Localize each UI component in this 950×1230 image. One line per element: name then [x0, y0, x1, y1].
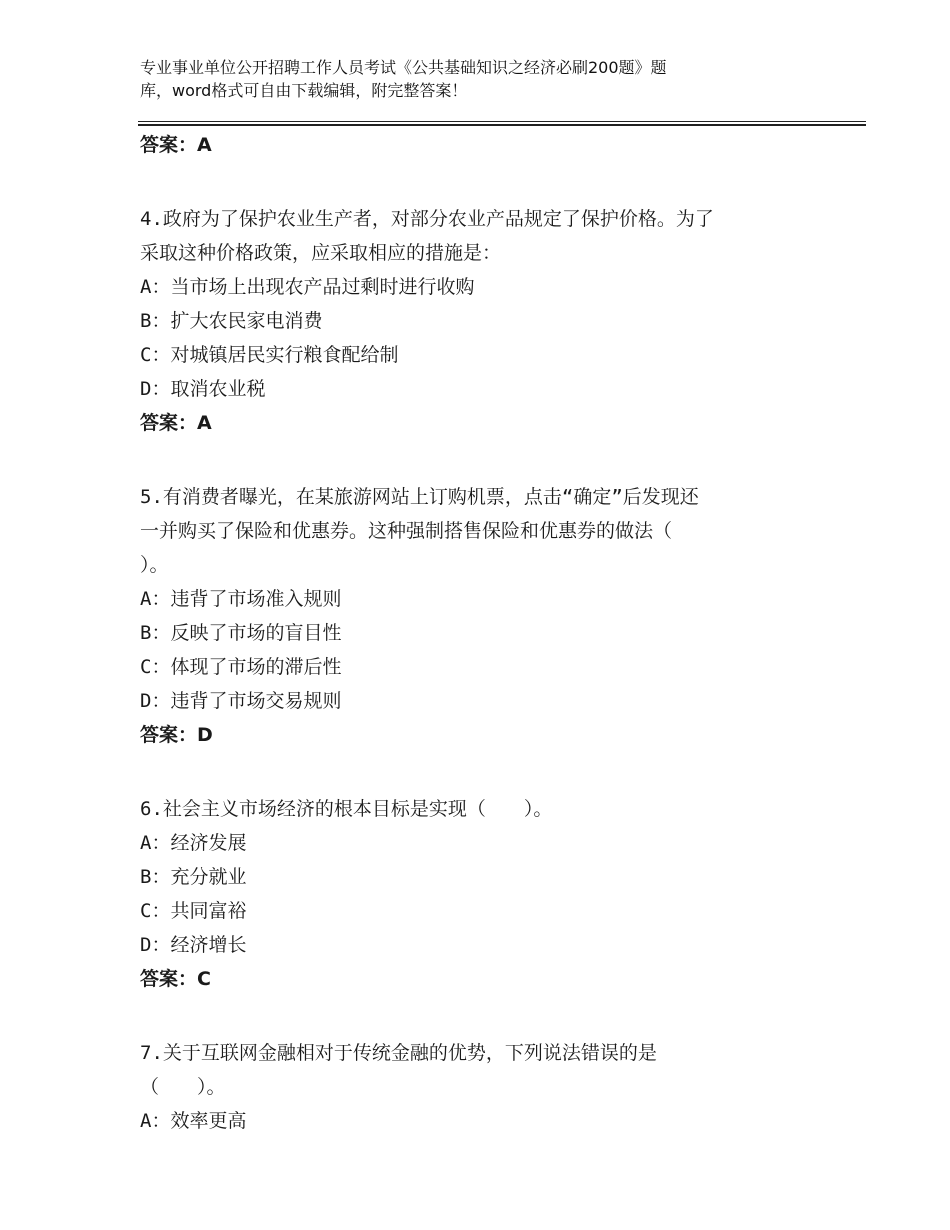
- question-text: 4.政府为了保护农业生产者，对部分农业产品规定了保护价格。为了: [140, 208, 714, 230]
- option-b: B：充分就业: [140, 866, 247, 888]
- question-text: 5.有消费者曝光，在某旅游网站上订购机票，点击“确定”后发现还: [140, 486, 699, 508]
- option-d: D：取消农业税: [140, 378, 266, 400]
- header-line-1: 专业事业单位公开招聘工作人员考试《公共基础知识之经济必刷200题》题: [140, 58, 667, 77]
- header-line-2: 库，word格式可自由下载编辑，附完整答案！: [140, 81, 468, 100]
- answer-line: 答案：A: [140, 134, 212, 156]
- option-b: B：扩大农民家电消费: [140, 310, 323, 332]
- option-d: D：经济增长: [140, 934, 247, 956]
- document-body: [140, 128, 840, 1138]
- answer-line: 答案：D: [140, 724, 213, 746]
- option-c: C：体现了市场的滞后性: [140, 656, 342, 678]
- question-6: [140, 792, 840, 996]
- question-text: （ ）。: [140, 1076, 226, 1098]
- question-5: [140, 480, 840, 752]
- question-7: [140, 1036, 840, 1138]
- option-b: B：反映了市场的盲目性: [140, 622, 342, 644]
- option-a: A：当市场上出现农产品过剩时进行收购: [140, 276, 475, 298]
- question-text: 一并购买了保险和优惠券。这种强制搭售保险和优惠券的做法（: [140, 520, 673, 542]
- header-rule-thin: [138, 121, 866, 122]
- option-c: C：共同富裕: [140, 900, 247, 922]
- option-a: A：违背了市场准入规则: [140, 588, 342, 610]
- answer-line: 答案：A: [140, 412, 212, 434]
- question-text: 6.社会主义市场经济的根本目标是实现（ ）。: [140, 798, 553, 820]
- question-text: ）。: [140, 554, 169, 576]
- header-rule-thick: [138, 124, 866, 126]
- option-c: C：对城镇居民实行粮食配给制: [140, 344, 399, 366]
- option-d: D：违背了市场交易规则: [140, 690, 342, 712]
- document-header: [140, 56, 820, 102]
- question-text: 7.关于互联网金融相对于传统金融的优势，下列说法错误的是: [140, 1042, 657, 1064]
- question-4: [140, 202, 840, 440]
- option-a: A：经济发展: [140, 832, 247, 854]
- answer-line: 答案：C: [140, 968, 211, 990]
- question-text: 采取这种价格政策，应采取相应的措施是：: [140, 242, 502, 264]
- option-a: A：效率更高: [140, 1110, 247, 1132]
